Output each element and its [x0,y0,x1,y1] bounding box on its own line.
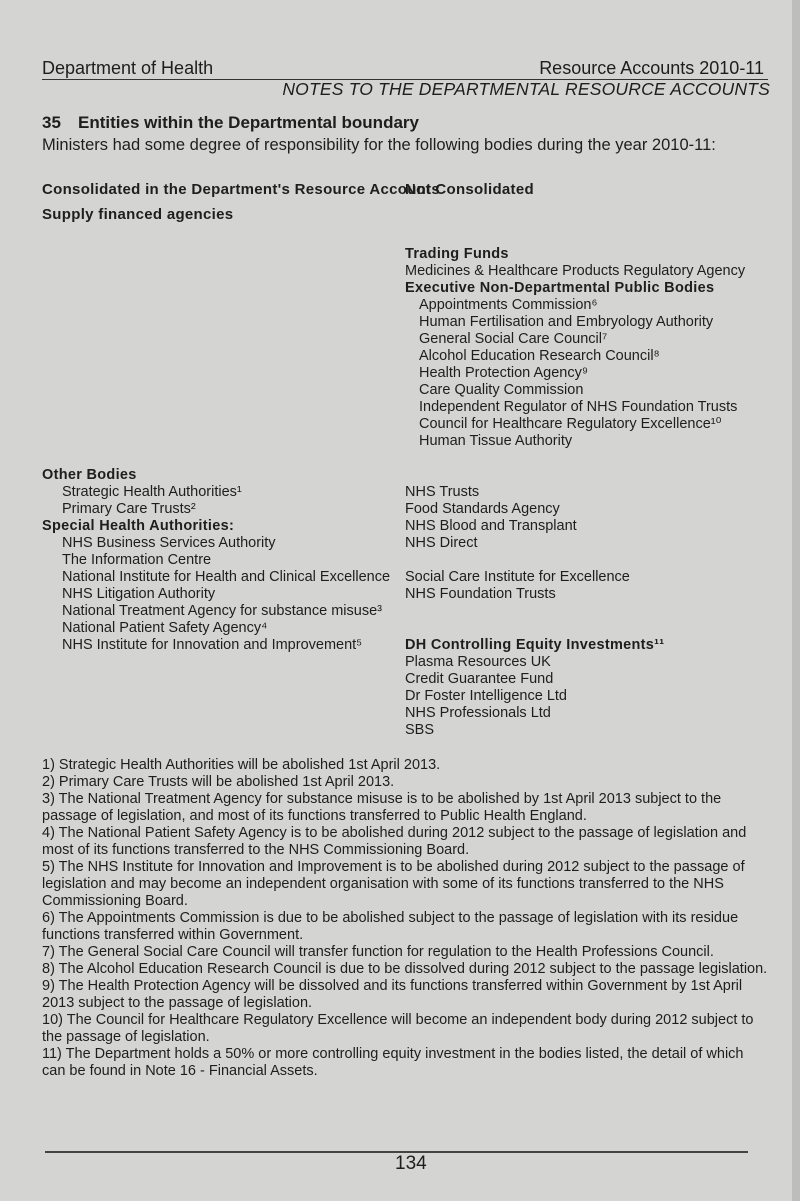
ndpb-item: Human Tissue Authority [419,433,573,449]
ndpb-item: General Social Care Council⁷ [419,331,608,347]
not-consolidated-item: NHS Trusts [405,484,480,500]
special-authority-item: NHS Litigation Authority [62,586,216,602]
ndpb-item: Care Quality Commission [419,382,584,398]
header-department: Department of Health [42,58,214,78]
special-authority-item: National Institute for Health and Clinical Excellence [62,569,391,585]
notes-title: NOTES TO THE DEPARTMENTAL RESOURCE ACCOUNTS [282,79,770,99]
section-number: 35 [42,113,61,132]
footnote: 4) The National Patient Safety Agency is to be abolished during 2012 subject to the passage of legislation and most of its functions transferred to the NHS Commissioning Board. [42,825,747,858]
supply-financed-heading: Supply financed agencies [42,206,234,223]
other-body-item: Primary Care Trusts² [62,501,196,517]
not-consolidated-item: Food Standards Agency [405,501,560,517]
footnote: 9) The Health Protection Agency will be dissolved and its functions transferred within Government by 1st April 2013 subject to the passage of legislation. [42,978,743,1011]
consolidated-heading: Consolidated in the Department's Resource Accounts [42,181,441,198]
footnote: 3) The National Treatment Agency for substance misuse is to be abolished by 1st April 2013 subject to the passage of legislation, and most of its functions transferred to Public Health England. [42,791,722,824]
header-resource-accounts: Resource Accounts 2010-11 [539,58,764,78]
special-authority-item: NHS Institute for Innovation and Improvement⁵ [62,637,363,653]
dh-equity-item: Plasma Resources UK [405,654,551,670]
ndpb-item: Independent Regulator of NHS Foundation Trusts [419,399,738,415]
footnote: 2) Primary Care Trusts will be abolished 1st April 2013. [42,774,395,790]
footnote: 8) The Alcohol Education Research Council is due to be dissolved during 2012 subject to the passage legislation. [42,961,768,977]
not-consolidated-item: NHS Blood and Transplant [405,518,577,534]
not-consolidated-item: Social Care Institute for Excellence [405,569,630,585]
trading-funds-heading: Trading Funds [405,246,509,262]
ndpb-item: Human Fertilisation and Embryology Authority [419,314,714,330]
ndpb-item: Alcohol Education Research Council⁸ [419,348,660,364]
ndpb-item: Appointments Commission⁶ [419,297,598,313]
special-authority-item: National Patient Safety Agency⁴ [62,620,268,636]
special-health-authorities-heading: Special Health Authorities: [42,518,235,534]
dh-equity-item: Credit Guarantee Fund [405,671,554,687]
footnote: 5) The NHS Institute for Innovation and Improvement is to be abolished during 2012 subject to the passage of legislation and may become an independent organisation with some of its functions transferred to the NHS Commissioning Board. [42,859,745,909]
ndpb-item: Council for Healthcare Regulatory Excellence¹⁰ [419,416,722,432]
footnote: 1) Strategic Health Authorities will be abolished 1st April 2013. [42,757,441,773]
footnote: 11) The Department holds a 50% or more controlling equity investment in the bodies listed, the detail of which can be found in Note 16 - Financial Assets. [42,1046,744,1079]
section-title: Entities within the Departmental boundary [78,113,419,132]
special-authority-item: National Treatment Agency for substance misuse³ [62,603,382,619]
not-consolidated-heading: Not Consolidated [405,181,534,198]
ndpb-item: Health Protection Agency⁹ [419,365,589,381]
dh-equity-heading: DH Controlling Equity Investments¹¹ [405,637,665,653]
section-intro: Ministers had some degree of responsibility for the following bodies during the year 2010-11: [42,136,716,154]
dh-equity-item: Dr Foster Intelligence Ltd [405,688,567,704]
footnote: 7) The General Social Care Council will transfer function for regulation to the Health Professions Council. [42,944,714,960]
special-authority-item: NHS Business Services Authority [62,535,276,551]
footnote: 6) The Appointments Commission is due to be abolished subject to the passage of legislation with its residue functions transferred within Government. [42,910,739,943]
special-authority-item: The Information Centre [62,552,212,568]
other-body-item: Strategic Health Authorities¹ [62,484,242,500]
scan-edge [792,0,800,1201]
not-consolidated-item: NHS Foundation Trusts [405,586,556,602]
other-bodies-heading: Other Bodies [42,467,137,483]
page-number: 134 [395,1153,427,1174]
trading-fund-item: Medicines & Healthcare Products Regulatory Agency [405,263,746,279]
ndpb-heading: Executive Non-Departmental Public Bodies [405,280,715,296]
not-consolidated-item: NHS Direct [405,535,478,551]
dh-equity-item: NHS Professionals Ltd [405,705,551,721]
dh-equity-item: SBS [405,722,435,738]
footnotes [42,757,770,1080]
footnote: 10) The Council for Healthcare Regulatory Excellence will become an independent body during 2012 subject to the passage of legislation. [42,1012,754,1045]
